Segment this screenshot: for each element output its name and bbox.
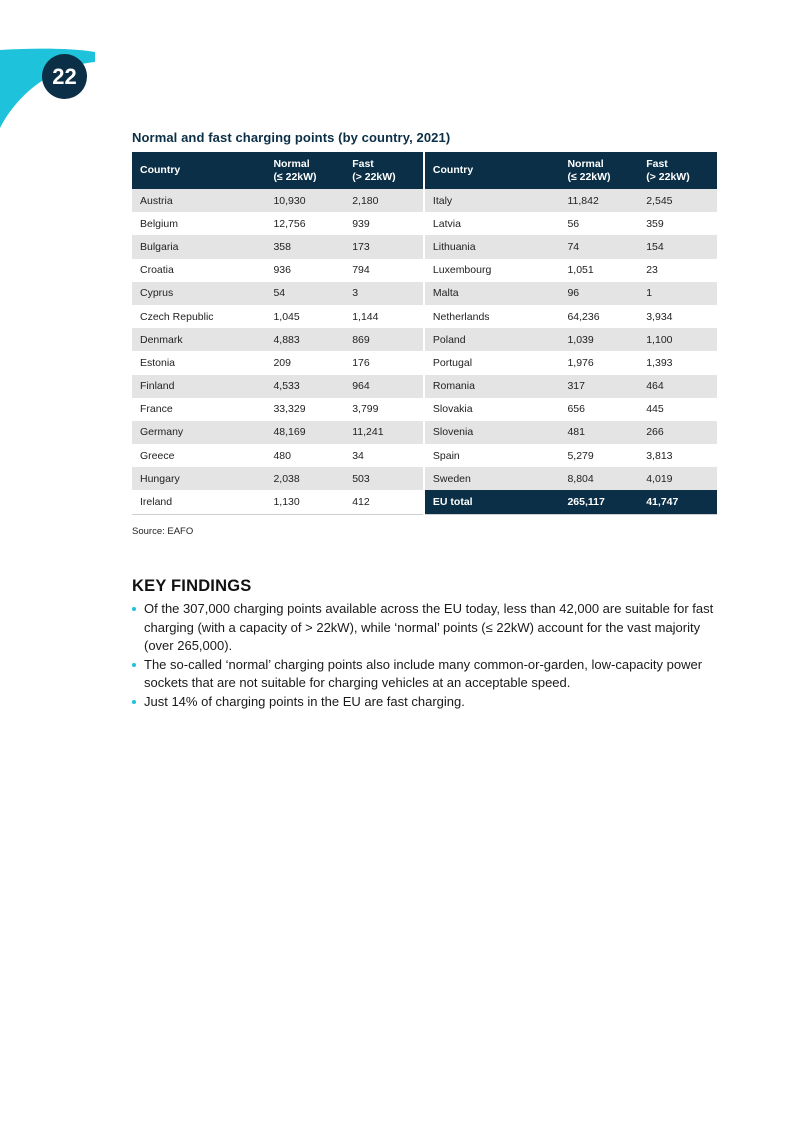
header-normal-label: Normal xyxy=(273,157,310,170)
country-cell: Netherlands xyxy=(424,305,560,328)
fast-cell: 964 xyxy=(344,375,424,398)
normal-cell: 358 xyxy=(265,235,344,258)
normal-cell: 656 xyxy=(567,403,585,416)
country-cell: Sweden xyxy=(424,467,560,490)
header-fast-unit: (> 22kW) xyxy=(352,170,396,183)
fast-cell: 3 xyxy=(344,282,424,305)
country-cell: Denmark xyxy=(132,328,265,351)
header-fast-unit: (> 22kW) xyxy=(646,170,690,183)
fast-cell: 869 xyxy=(344,328,424,351)
table-row xyxy=(132,328,717,351)
normal-cell: 480 xyxy=(273,449,291,462)
normal-cell: 481 xyxy=(559,421,638,444)
fast-cell: 2,180 xyxy=(344,189,424,212)
header-normal-unit: (≤ 22kW) xyxy=(273,170,317,183)
fast-cell: 23 xyxy=(646,264,658,277)
country-cell: Portugal xyxy=(424,351,560,374)
table-row xyxy=(132,259,717,282)
country-cell: Romania xyxy=(424,375,560,398)
bullet-icon xyxy=(132,663,136,667)
country-cell: Greece xyxy=(140,449,175,462)
fast-cell: 794 xyxy=(352,264,370,277)
country-cell: Bulgaria xyxy=(132,235,265,258)
fast-cell: 1,144 xyxy=(352,310,379,323)
table-row xyxy=(132,398,717,421)
country-cell: Malta xyxy=(424,282,560,305)
country-cell: Cyprus xyxy=(132,282,265,305)
normal-cell: 33,329 xyxy=(273,403,306,416)
header-country-right: Country xyxy=(424,152,560,189)
eu-total-fast: 41,747 xyxy=(638,490,717,514)
country-cell: Finland xyxy=(132,375,265,398)
table-source-note: Source: EAFO xyxy=(132,526,194,537)
country-cell: Belgium xyxy=(140,217,178,230)
key-findings-list xyxy=(132,600,717,711)
fast-cell: 3,934 xyxy=(646,310,673,323)
normal-cell: 936 xyxy=(273,264,291,277)
normal-cell: 48,169 xyxy=(265,421,344,444)
fast-cell: 11,241 xyxy=(344,421,424,444)
page-number-badge: 22 xyxy=(42,54,87,99)
country-cell: Estonia xyxy=(140,356,176,369)
fast-cell: 173 xyxy=(344,235,424,258)
fast-cell: 176 xyxy=(352,356,370,369)
header-normal-right xyxy=(559,152,638,189)
header-normal-left xyxy=(265,152,344,189)
header-fast-right xyxy=(638,152,717,189)
normal-cell: 96 xyxy=(559,282,638,305)
normal-cell: 74 xyxy=(559,235,638,258)
table-row xyxy=(132,490,717,514)
normal-cell: 317 xyxy=(559,375,638,398)
header-fast-label: Fast xyxy=(646,157,668,170)
header-normal-label: Normal xyxy=(567,157,604,170)
list-item xyxy=(132,656,717,693)
key-findings-heading: KEY FINDINGS xyxy=(132,577,252,595)
country-cell: Czech Republic xyxy=(140,310,214,323)
table-row xyxy=(132,305,717,328)
country-cell: Italy xyxy=(424,189,560,212)
country-cell: Austria xyxy=(132,189,265,212)
fast-cell: 3,813 xyxy=(646,449,673,462)
table-header-row xyxy=(132,152,717,189)
fast-cell: 4,019 xyxy=(638,467,717,490)
table-row xyxy=(132,235,717,258)
header-fast-label: Fast xyxy=(352,157,374,170)
normal-cell: 1,045 xyxy=(273,310,300,323)
list-item xyxy=(132,600,717,656)
finding-text: The so-called ‘normal’ charging points also include many common-or-garden, low-capacity power sockets that are not suitable for charging vehicles at an acceptable speed. xyxy=(144,656,703,690)
table-row xyxy=(132,212,717,235)
fast-cell: 1,100 xyxy=(638,328,717,351)
fast-cell: 445 xyxy=(646,403,664,416)
bullet-icon xyxy=(132,607,136,611)
normal-cell: 2,038 xyxy=(265,467,344,490)
finding-text: Of the 307,000 charging points available across the EU today, less than 42,000 are suitable for fast charging (with a capacity of > 22kW), while ‘normal’ points (≤ 22kW) account for the vast majority (over 265,000). xyxy=(144,601,714,653)
normal-cell: 11,842 xyxy=(559,189,638,212)
normal-cell: 8,804 xyxy=(559,467,638,490)
normal-cell: 56 xyxy=(567,217,580,230)
table-row xyxy=(132,282,717,305)
normal-cell: 1,039 xyxy=(559,328,638,351)
normal-cell: 5,279 xyxy=(567,449,594,462)
table-row xyxy=(132,189,717,212)
fast-cell: 939 xyxy=(352,217,370,230)
header-normal-unit: (≤ 22kW) xyxy=(567,170,611,183)
country-cell: Croatia xyxy=(140,264,174,277)
normal-cell: 64,236 xyxy=(567,310,600,323)
table-row xyxy=(132,467,717,490)
fast-cell: 1 xyxy=(638,282,717,305)
fast-cell: 3,799 xyxy=(352,403,379,416)
country-cell: Latvia xyxy=(424,212,560,235)
normal-cell: 1,051 xyxy=(567,264,594,277)
country-cell: Slovenia xyxy=(424,421,560,444)
fast-cell: 503 xyxy=(344,467,424,490)
country-cell: Lithuania xyxy=(424,235,560,258)
normal-cell: 12,756 xyxy=(273,217,306,230)
normal-cell: 4,883 xyxy=(265,328,344,351)
fast-cell: 2,545 xyxy=(638,189,717,212)
normal-cell: 209 xyxy=(273,356,291,369)
country-cell: Hungary xyxy=(132,467,265,490)
header-country-left: Country xyxy=(132,152,265,189)
fast-cell: 359 xyxy=(646,217,664,230)
charging-points-table xyxy=(132,152,717,515)
country-cell: Germany xyxy=(132,421,265,444)
normal-cell: 10,930 xyxy=(265,189,344,212)
bullet-icon xyxy=(132,700,136,704)
normal-cell: 4,533 xyxy=(265,375,344,398)
fast-cell: 34 xyxy=(352,449,364,462)
fast-cell: 412 xyxy=(344,490,424,514)
eu-total-normal: 265,117 xyxy=(559,490,638,514)
country-cell: Ireland xyxy=(132,490,265,514)
normal-cell: 1,976 xyxy=(567,356,594,369)
country-cell: Slovakia xyxy=(424,398,560,421)
fast-cell: 266 xyxy=(638,421,717,444)
finding-text: Just 14% of charging points in the EU are fast charging. xyxy=(144,693,465,709)
fast-cell: 464 xyxy=(638,375,717,398)
table-title: Normal and fast charging points (by country, 2021) xyxy=(132,130,451,145)
country-cell: Poland xyxy=(424,328,560,351)
header-fast-left xyxy=(344,152,424,189)
table-row xyxy=(132,444,717,467)
eu-total-label: EU total xyxy=(424,490,560,514)
table-row xyxy=(132,375,717,398)
country-cell: Spain xyxy=(424,444,560,467)
table-row xyxy=(132,421,717,444)
fast-cell: 154 xyxy=(638,235,717,258)
country-cell: Luxembourg xyxy=(424,259,560,282)
list-item xyxy=(132,693,717,712)
country-cell: France xyxy=(140,403,173,416)
fast-cell: 1,393 xyxy=(646,356,673,369)
normal-cell: 54 xyxy=(265,282,344,305)
table-row xyxy=(132,351,717,374)
normal-cell: 1,130 xyxy=(265,490,344,514)
